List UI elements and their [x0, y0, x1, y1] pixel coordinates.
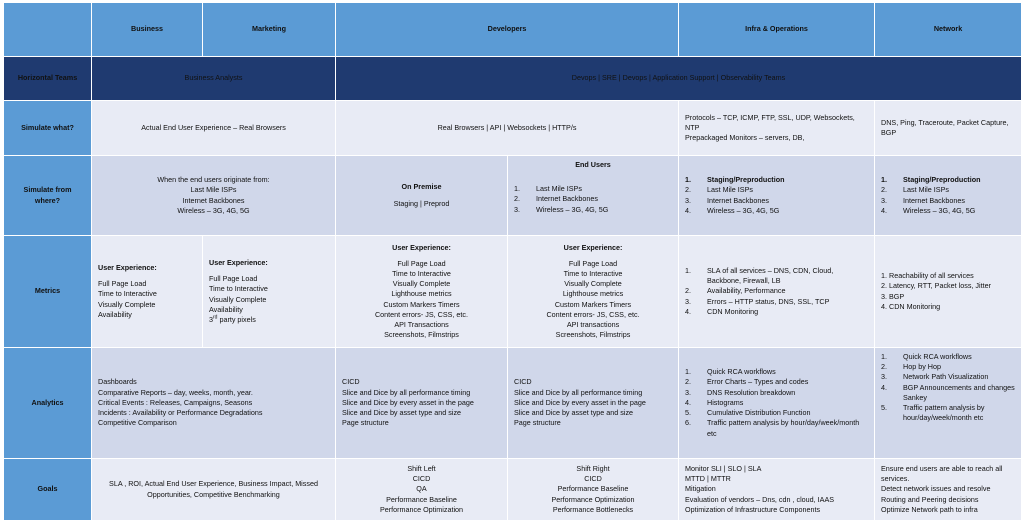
row-label-simulate-where: Simulate from where?: [4, 156, 92, 236]
header-row: [4, 3, 1022, 57]
list-item: 1. Quick RCA workflows: [685, 367, 776, 377]
text-line: Lighthouse metrics: [391, 289, 452, 299]
text-line: Full Page Load: [209, 274, 258, 284]
row-label-goals: Goals: [4, 459, 92, 521]
horizontal-business: Business Analysts: [92, 57, 336, 101]
text-line: Availability: [98, 309, 132, 319]
simulate-where-business: [92, 156, 336, 236]
text-line: Evaluation of vendors – Dns, cdn , cloud, IAAS: [685, 494, 835, 504]
text-line: Page structure: [342, 418, 389, 428]
text-line: Slice and Dice by asset type and size: [514, 408, 634, 418]
list-item: 3. Errors – HTTP status, DNS, SSL, TCP: [685, 296, 830, 306]
text-line: QA: [416, 484, 427, 494]
text-line: Wireless – 3G, 4G, 5G: [177, 205, 250, 215]
text-line: Shift Right: [576, 463, 610, 473]
text-line: Slice and Dice by every asset in the page: [514, 397, 646, 407]
text-line: Custom Markers Timers: [383, 299, 460, 309]
goals-business: SLA , ROI, Actual End User Experience, Business Impact, Missed Opportunities, Competitive Benchmarking: [92, 459, 336, 521]
list-item: 3. Network Path Visualization: [881, 372, 989, 382]
simulate-what-business: Actual End User Experience – Real Browsers: [92, 101, 336, 156]
text-line: Routing and Peering decisions: [881, 494, 979, 504]
text-line: 3. BGP: [881, 291, 905, 301]
text-line: Page structure: [514, 418, 561, 428]
list-item: 1. SLA of all services – DNS, CDN, Cloud, Backbone, Firewall, LB: [685, 265, 834, 286]
list-item: 3. Internet Backbones: [685, 195, 769, 205]
list-item: 2. Last Mile ISPs: [881, 185, 949, 195]
text-line: Time to Interactive: [209, 284, 268, 294]
col-header-business: Business: [92, 3, 203, 57]
text-line: Internet Backbones: [182, 195, 245, 205]
goals-dev-onprem: [336, 459, 508, 521]
text-line: Dashboards: [98, 377, 137, 387]
text-line: Time to Interactive: [392, 268, 451, 278]
list-item: 2. Internet Backbones: [514, 194, 598, 204]
text-line: When the end users originate from:: [157, 175, 270, 185]
text-line: Time to Interactive: [98, 289, 157, 299]
on-premise-text: Staging | Preprod: [393, 198, 450, 208]
list-item: 1. Staging/Preproduction: [685, 175, 785, 185]
analytics-dev-endusers: [508, 348, 679, 459]
simulate-what-infra: [679, 101, 875, 156]
goals-row: [4, 459, 1022, 521]
metrics-dev1-title: User Experience:: [392, 242, 451, 252]
analytics-business: [92, 348, 336, 459]
text-line: Slice and Dice by every asset in the page: [342, 397, 474, 407]
metrics-business: [92, 236, 203, 348]
list-item: 4. BGP Announcements and changes Sankey: [881, 382, 1015, 402]
metrics-marketing-title: User Experience:: [209, 257, 268, 267]
text-line: Time to Interactive: [563, 268, 623, 278]
list-item: 3. DNS Resolution breakdown: [685, 387, 796, 397]
list-item: 4. Wireless – 3G, 4G, 5G: [685, 205, 780, 215]
list-item: 5. Cumulative Distribution Function: [685, 408, 811, 418]
text-line: Visually Complete: [564, 279, 622, 289]
col-header-developers: Developers: [336, 3, 679, 57]
on-premise-title: On Premise: [401, 182, 442, 192]
observability-matrix-table: [3, 2, 1022, 521]
text-line: CICD: [412, 474, 431, 484]
text-line: Performance Bottlenecks: [552, 504, 634, 514]
text-line: API Transactions: [394, 320, 449, 329]
text-line: Critical Events : Releases, Campaigns, Seasons: [98, 397, 253, 407]
analytics-infra-list: [685, 367, 868, 438]
simulate-where-end-users: [508, 156, 679, 236]
text-line: MTTD | MTTR: [685, 474, 731, 484]
list-item: 3. Wireless – 3G, 4G, 5G: [514, 204, 609, 214]
col-header-network: Network: [875, 3, 1022, 57]
simulate-what-infra-monitors: Prepackaged Monitors – servers, DB,: [685, 133, 805, 143]
text-line: 4. CDN Monitoring: [881, 301, 941, 311]
list-item: 4. Histograms: [685, 397, 744, 407]
text-line: Slice and Dice by asset type and size: [342, 408, 462, 418]
text-line: Full Page Load: [397, 258, 446, 268]
list-item: 5. Traffic pattern analysis by hour/day/week/month etc: [881, 403, 985, 423]
row-label-horizontal-teams: Horizontal Teams: [4, 57, 92, 101]
goals-infra: [679, 459, 875, 521]
text-line: Full Page Load: [568, 258, 618, 268]
text-line: 2. Latency, RTT, Packet loss, Jitter: [881, 281, 991, 291]
list-item: 1. Last Mile ISPs: [514, 184, 582, 194]
end-users-title: End Users: [575, 160, 611, 169]
simulate-where-infra: [679, 156, 875, 236]
list-item: 1. Quick RCA workflows: [881, 352, 972, 361]
metrics-infra: [679, 236, 875, 348]
metrics-dev-onprem: [336, 236, 508, 348]
goals-dev-endusers: [508, 459, 679, 521]
text-line: Incidents : Availability or Performance Degradations: [98, 408, 263, 418]
simulate-what-row: [4, 101, 1022, 156]
list-item: 2. Hop by Hop: [881, 362, 941, 372]
row-label-metrics: Metrics: [4, 236, 92, 348]
list-item: 4. Wireless – 3G, 4G, 5G: [881, 205, 976, 215]
text-line: Last Mile ISPs: [190, 185, 237, 195]
text-line: Detect network issues and resolve: [881, 484, 991, 494]
metrics-network: [875, 236, 1022, 348]
text-line: Performance Baseline: [557, 484, 629, 494]
list-item: 2. Availability, Performance: [685, 286, 786, 296]
text-line: Lighthouse metrics: [562, 289, 624, 299]
metrics-dev-endusers: [508, 236, 679, 348]
text-line-third-party: 3rd party pixels: [209, 314, 256, 324]
text-line: API transactions: [566, 320, 620, 329]
text-line: Screenshots, Filmstrips: [555, 330, 631, 340]
text-line: Mitigation: [685, 484, 716, 494]
analytics-dev-onprem: [336, 348, 508, 459]
metrics-infra-list: [685, 266, 868, 317]
text-line: Performance Optimization: [379, 504, 464, 514]
text-line: Performance Baseline: [386, 494, 457, 504]
simulate-where-on-premise: [336, 156, 508, 236]
metrics-dev2-title: User Experience:: [563, 242, 623, 252]
metrics-row: [4, 236, 1022, 348]
simulate-where-row: [4, 156, 1022, 236]
text-line: Competitive Comparison: [98, 418, 177, 428]
horizontal-technical-teams: Devops | SRE | Devops | Application Support | Observability Teams: [336, 57, 1022, 101]
infra-where-list: [685, 175, 868, 216]
analytics-row: [4, 348, 1022, 459]
text-line: Content errors- JS, CSS, etc.: [374, 309, 469, 319]
simulate-what-network: DNS, Ping, Traceroute, Packet Capture, BGP: [875, 101, 1022, 156]
simulate-what-infra-protocols: Protocols – TCP, ICMP, FTP, SSL, UDP, Websockets, NTP: [685, 112, 855, 132]
text-line: CICD: [514, 377, 532, 387]
text-line: Optimize Network path to infra: [881, 504, 978, 514]
metrics-marketing: [203, 236, 336, 348]
goals-network: [875, 459, 1022, 521]
row-label-simulate-what: Simulate what?: [4, 101, 92, 156]
analytics-infra: [679, 348, 875, 459]
text-line: Full Page Load: [98, 279, 147, 289]
corner-cell: [4, 3, 92, 57]
simulate-what-developers: Real Browsers | API | Websockets | HTTP/s: [336, 101, 679, 156]
list-item: 2. Last Mile ISPs: [685, 185, 753, 195]
text-line: Visually Complete: [209, 294, 267, 304]
list-item: 2. Error Charts – Types and codes: [685, 377, 809, 387]
text-line: CICD: [342, 377, 360, 387]
text-line: Visually Complete: [392, 279, 451, 289]
text-line: Visually Complete: [98, 299, 156, 309]
analytics-network-list: [881, 352, 1015, 423]
horizontal-teams-row: [4, 57, 1022, 101]
metrics-business-title: User Experience:: [98, 262, 157, 272]
text-line: Monitor SLI | SLO | SLA: [685, 463, 762, 473]
list-item: 1. Staging/Preproduction: [881, 175, 981, 185]
text-line: Performance Optimization: [551, 494, 635, 504]
analytics-network: [875, 348, 1022, 459]
text-line: Slice and Dice by all performance timing: [514, 387, 643, 397]
list-item: 4. CDN Monitoring: [685, 306, 759, 316]
col-header-infra: Infra & Operations: [679, 3, 875, 57]
simulate-where-network: [875, 156, 1022, 236]
end-users-list: [514, 184, 672, 215]
text-line: 1. Reachability of all services: [881, 271, 974, 281]
col-header-marketing: Marketing: [203, 3, 336, 57]
text-line: Slice and Dice by all performance timing: [342, 387, 471, 397]
list-item: 6. Traffic pattern analysis by hour/day/week/month etc: [685, 418, 860, 438]
text-line: Comparative Reports – day, weeks, month, year.: [98, 387, 253, 397]
text-line: Shift Left: [407, 463, 436, 473]
text-line: Screenshots, Filmstrips: [384, 330, 459, 340]
network-where-list: [881, 175, 1015, 216]
text-line: Custom Markers Timers: [554, 299, 632, 309]
list-item: 3. Internet Backbones: [881, 195, 965, 205]
text-line: Availability: [209, 304, 243, 314]
text-line: Optimization of Infrastructure Components: [685, 504, 821, 514]
row-label-analytics: Analytics: [4, 348, 92, 459]
text-line: Ensure end users are able to reach all services.: [881, 463, 1003, 484]
text-line: CICD: [584, 474, 602, 484]
text-line: Content errors- JS, CSS, etc.: [546, 309, 640, 319]
